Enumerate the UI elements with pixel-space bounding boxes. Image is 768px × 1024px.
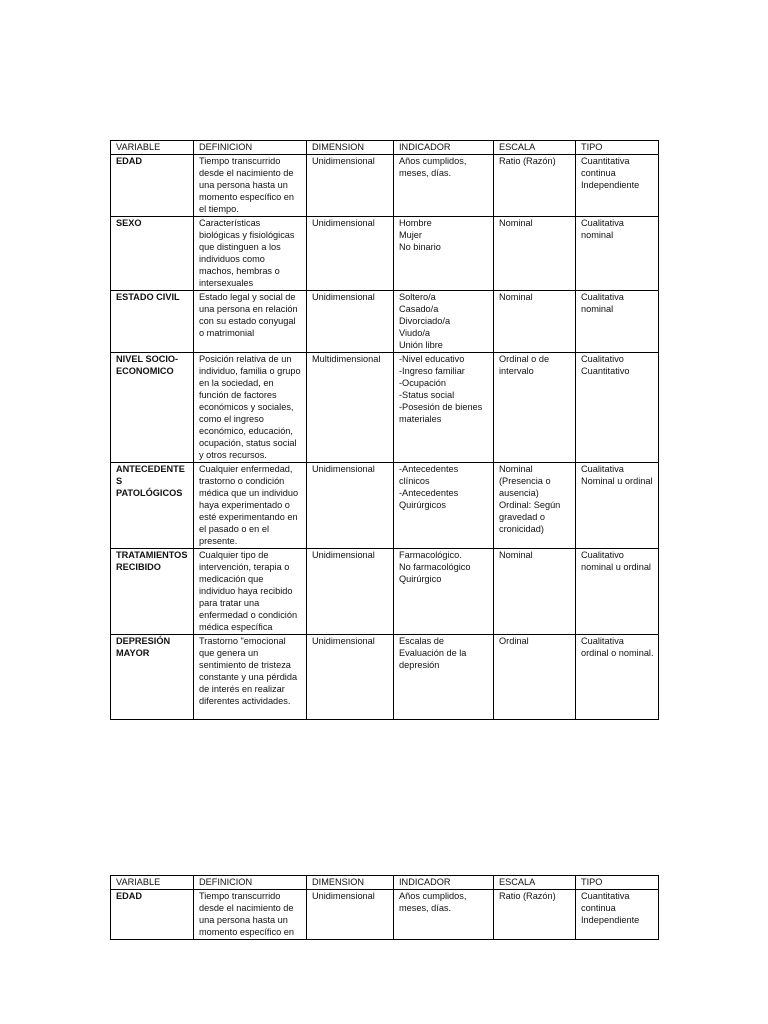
cell-line: -Antecedentes clínicos bbox=[399, 464, 459, 486]
cell-line: Cualitativa Nominal u ordinal bbox=[581, 464, 653, 486]
cell-dimension bbox=[307, 890, 394, 940]
header-definicion: DEFINICION bbox=[194, 876, 307, 890]
cell-line: Casado/a bbox=[399, 304, 439, 314]
cell-line: Cualquier tipo de intervención, terapia o medicación que individuo haya recibido para tratar una enfermedad o condición médica específica bbox=[199, 550, 298, 632]
cell-line: Farmacológico. bbox=[399, 550, 462, 560]
cell-line: Hombre bbox=[399, 218, 432, 228]
cell-line: Unidimensional bbox=[312, 218, 375, 228]
cell-line: Cuantitativa continua Independiente bbox=[581, 891, 640, 925]
cell-line: Ordinal: Según gravedad o cronicidad) bbox=[499, 500, 561, 534]
cell-line: ANTECEDENTES PATOLÓGICOS bbox=[116, 464, 185, 498]
cell-line: EDAD bbox=[116, 156, 143, 166]
cell-line: Ratio (Razón) bbox=[499, 891, 556, 901]
header-definicion: DEFINICION bbox=[194, 141, 307, 155]
variables-table bbox=[110, 140, 659, 720]
cell-line: Unidimensional bbox=[312, 891, 375, 901]
cell-line: TRATAMIENTOS RECIBIDO bbox=[116, 550, 188, 572]
cell-escala bbox=[494, 353, 576, 463]
cell-line: Tiempo transcurrido desde el nacimiento de una persona hasta un momento específico en bbox=[199, 891, 294, 937]
cell-dimension bbox=[307, 291, 394, 353]
table-row bbox=[111, 217, 659, 291]
cell-definicion bbox=[194, 217, 307, 291]
cell-tipo bbox=[576, 890, 659, 940]
cell-tipo bbox=[576, 155, 659, 217]
cell-variable bbox=[111, 635, 194, 720]
table-row bbox=[111, 890, 659, 940]
cell-tipo bbox=[576, 549, 659, 635]
cell-tipo bbox=[576, 217, 659, 291]
header-escala: ESCALA bbox=[494, 876, 576, 890]
cell-escala bbox=[494, 890, 576, 940]
cell-indicador bbox=[394, 155, 494, 217]
cell-indicador bbox=[394, 549, 494, 635]
header-indicador: INDICADOR bbox=[394, 141, 494, 155]
cell-line: Ordinal bbox=[499, 636, 529, 646]
cell-line: Divorciado/a bbox=[399, 316, 451, 326]
cell-line: Trastorno "emocional que genera un sentimiento de tristeza constante y una pérdida de interés en realizar diferentes actividades. bbox=[199, 636, 298, 706]
cell-dimension bbox=[307, 463, 394, 549]
header-dimension: DIMENSION bbox=[307, 876, 394, 890]
cell-line: No binario bbox=[399, 242, 441, 252]
cell-line: Quirúrgico bbox=[399, 574, 442, 584]
cell-escala bbox=[494, 155, 576, 217]
cell-line: NIVEL SOCIO-ECONOMICO bbox=[116, 354, 179, 376]
cell-line: -Status social bbox=[399, 390, 455, 400]
cell-definicion bbox=[194, 635, 307, 720]
cell-line: Ratio (Razón) bbox=[499, 156, 556, 166]
cell-line: -Nivel educativo bbox=[399, 354, 465, 364]
cell-line: Unidimensional bbox=[312, 156, 375, 166]
header-tipo: TIPO bbox=[576, 876, 659, 890]
cell-line: Cualitativa nominal bbox=[581, 292, 624, 314]
cell-escala bbox=[494, 217, 576, 291]
cell-line: Tiempo transcurrido desde el nacimiento de una persona hasta un momento específico en el tiempo. bbox=[199, 156, 294, 214]
cell-line: Mujer bbox=[399, 230, 422, 240]
cell-line: -Ocupación bbox=[399, 378, 446, 388]
header-tipo: TIPO bbox=[576, 141, 659, 155]
cell-definicion bbox=[194, 463, 307, 549]
cell-escala bbox=[494, 635, 576, 720]
header-indicador: INDICADOR bbox=[394, 876, 494, 890]
cell-escala bbox=[494, 549, 576, 635]
cell-indicador bbox=[394, 463, 494, 549]
cell-tipo bbox=[576, 353, 659, 463]
cell-indicador bbox=[394, 890, 494, 940]
cell-line: Años cumplidos, meses, días. bbox=[399, 891, 467, 913]
cell-line: Soltero/a bbox=[399, 292, 436, 302]
cell-line: Cualitativa nominal bbox=[581, 218, 624, 240]
cell-dimension bbox=[307, 155, 394, 217]
cell-line: No farmacológico bbox=[399, 562, 471, 572]
cell-line: Unión libre bbox=[399, 340, 443, 350]
cell-line: Características biológicas y fisiológicas que distinguen a los individuos como machos, hembras o intersexuales bbox=[199, 218, 295, 288]
cell-definicion bbox=[194, 890, 307, 940]
header-escala: ESCALA bbox=[494, 141, 576, 155]
header-variable: VARIABLE bbox=[111, 876, 194, 890]
cell-line: Unidimensional bbox=[312, 464, 375, 474]
cell-line: -Posesión de bienes materiales bbox=[399, 402, 483, 424]
cell-line: -Ingreso familiar bbox=[399, 366, 465, 376]
cell-indicador bbox=[394, 217, 494, 291]
cell-line: Nominal bbox=[499, 292, 533, 302]
cell-line: -Antecedentes Quirúrgicos bbox=[399, 488, 459, 510]
cell-line: Cualitativa ordinal o nominal. bbox=[581, 636, 654, 658]
table-row bbox=[111, 155, 659, 217]
cell-line: Escalas de Evaluación de la depresión bbox=[399, 636, 467, 670]
header-variable: VARIABLE bbox=[111, 141, 194, 155]
table-row bbox=[111, 291, 659, 353]
cell-definicion bbox=[194, 353, 307, 463]
cell-line: Cuantitativo bbox=[581, 366, 630, 376]
cell-line: ESTADO CIVIL bbox=[116, 292, 180, 302]
cell-dimension bbox=[307, 217, 394, 291]
cell-line: Estado legal y social de una persona en relación con su estado conyugal o matrimonial bbox=[199, 292, 298, 338]
cell-variable bbox=[111, 291, 194, 353]
cell-tipo bbox=[576, 463, 659, 549]
cell-line: Cuantitativa continua Independiente bbox=[581, 156, 640, 190]
cell-tipo bbox=[576, 635, 659, 720]
cell-escala bbox=[494, 291, 576, 353]
table-row bbox=[111, 549, 659, 635]
cell-tipo bbox=[576, 291, 659, 353]
cell-variable bbox=[111, 463, 194, 549]
cell-dimension bbox=[307, 635, 394, 720]
cell-line: Posición relativa de un individuo, familia o grupo en la sociedad, en función de factores económicos y sociales, como el ingreso económico, educación, ocupación, status social y otros recursos. bbox=[199, 354, 301, 460]
cell-line: Multidimensional bbox=[312, 354, 381, 364]
cell-line: Años cumplidos, meses, días. bbox=[399, 156, 467, 178]
cell-line: EDAD bbox=[116, 891, 143, 901]
table-row bbox=[111, 463, 659, 549]
cell-line: SEXO bbox=[116, 218, 142, 228]
variables-table-repeat bbox=[110, 875, 659, 940]
cell-variable bbox=[111, 549, 194, 635]
cell-line: Viudo/a bbox=[399, 328, 430, 338]
cell-line: Cualquier enfermedad, trastorno o condición médica que un individuo haya experimentado o esté experimentando en el pasado o en el presente. bbox=[199, 464, 299, 546]
cell-line: Nominal (Presencia o ausencia) bbox=[499, 464, 551, 498]
cell-variable bbox=[111, 217, 194, 291]
cell-line: Nominal bbox=[499, 218, 533, 228]
header-dimension: DIMENSION bbox=[307, 141, 394, 155]
cell-line: DEPRESIÓN MAYOR bbox=[116, 636, 171, 658]
table-row bbox=[111, 353, 659, 463]
cell-dimension bbox=[307, 549, 394, 635]
cell-line: Cualitativo bbox=[581, 354, 624, 364]
cell-line: Unidimensional bbox=[312, 550, 375, 560]
table-header-row bbox=[111, 141, 659, 155]
cell-line: Cualitativo nominal u ordinal bbox=[581, 550, 651, 572]
cell-escala bbox=[494, 463, 576, 549]
table-header-row bbox=[111, 876, 659, 890]
cell-line: Nominal bbox=[499, 550, 533, 560]
cell-variable bbox=[111, 155, 194, 217]
cell-line: Unidimensional bbox=[312, 292, 375, 302]
cell-dimension bbox=[307, 353, 394, 463]
cell-variable bbox=[111, 353, 194, 463]
cell-definicion bbox=[194, 291, 307, 353]
cell-indicador bbox=[394, 291, 494, 353]
table-row bbox=[111, 635, 659, 720]
cell-variable bbox=[111, 890, 194, 940]
cell-indicador bbox=[394, 353, 494, 463]
cell-definicion bbox=[194, 155, 307, 217]
cell-line: Ordinal o de intervalo bbox=[499, 354, 550, 376]
cell-definicion bbox=[194, 549, 307, 635]
cell-line: Unidimensional bbox=[312, 636, 375, 646]
cell-indicador bbox=[394, 635, 494, 720]
